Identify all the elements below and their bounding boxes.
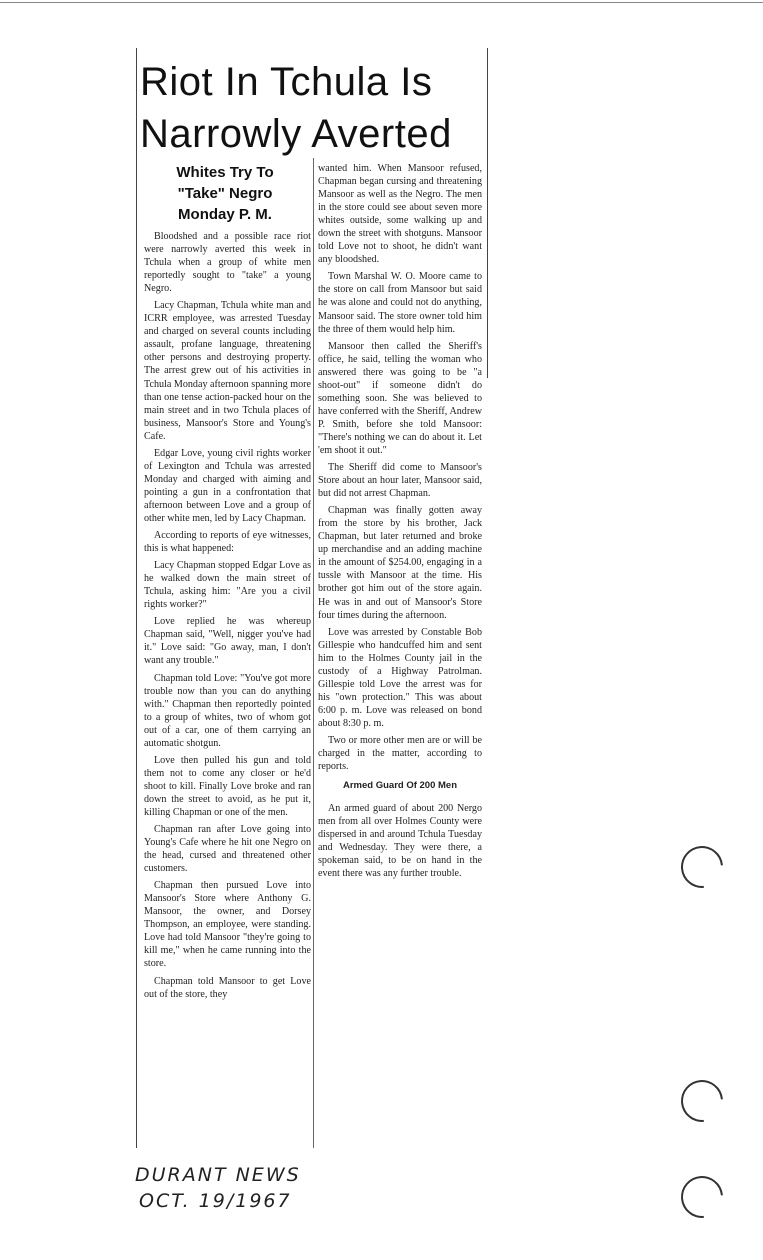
paragraph: Chapman told Mansoor to get Love out of the store, they	[144, 975, 311, 1000]
paragraph: Love was arrested by Constable Bob Gillespie who handcuffed him and sent him to the Holmes County jail in the custody of a Highway Patrolman. Gillespie told Love the arrest was for his "own protection." This was about 6:00 p. m. Love was released on bond about 8:30 p. m.	[318, 626, 482, 729]
paragraph: Chapman told Love: "You've got more trouble now than you can do anything with." Chapman then reportedly pointed to a group of whites, two of whom got out of a car, one of them carrying an automatic shotgun.	[144, 672, 311, 749]
handwritten-source-note	[135, 1162, 335, 1214]
paragraph: Chapman ran after Love going into Young's Cafe where he hit one Negro on the head, cursed and threatened other customers.	[144, 824, 311, 875]
clipping-left-border	[136, 48, 137, 1148]
paragraph: Lacy Chapman, Tchula white man and ICRR employee, was arrested Tuesday and charged on several counts including assault, profane language, threatening other persons and destroying property. The arrest grew out of his activities in Tchula Monday afternoon spanning more than one tense action-packed hour on the main street and in two Tchula places of business, Mansoor's Store and Young's Cafe.	[144, 300, 311, 442]
deck-line-3: Monday P. M.	[178, 206, 272, 223]
paragraph: Love replied he was whereup Chapman said, "Well, nigger you've had it." Love said: "Go away, man, I don't want any trouble."	[144, 616, 311, 667]
paragraph: Edgar Love, young civil rights worker of Lexington and Tchula was arrested Monday and charged with aiming and pointing a gun in a confrontation that afternoon between Love and a group of other white men, led by Lacy Chapman.	[144, 447, 311, 524]
column-rule	[313, 158, 314, 1148]
headline-line-2: Narrowly Averted	[140, 112, 452, 156]
paragraph: Chapman was finally gotten away from the store by his brother, Jack Chapman, but later returned and broke up merchandise and an adding machine in the amount of $254.00, engaging in a tussle with Mansoor at the time. His brother got him out of the store again. He was in and out of Mansoor's Store four times during the afternoon.	[318, 505, 482, 621]
paragraph: Two or more other men are or will be charged in the matter, according to reports.	[318, 734, 482, 773]
headline-line-1: Riot In Tchula Is	[140, 60, 433, 104]
paragraph: Love then pulled his gun and told them not to come any closer or he'd shoot to kill. Finally Love broke and ran down the street to avoid, as he put it, killing Chapman or one of the men.	[144, 754, 311, 818]
paragraph: Bloodshed and a possible race riot were narrowly averted this week in Tchula when a group of white men reportedly sought to "take" a young Negro.	[144, 231, 311, 295]
deck-line-2: "Take" Negro	[177, 185, 273, 202]
binder-hole-mark	[672, 1167, 731, 1226]
binder-hole-mark	[672, 1071, 731, 1130]
scan-top-edge	[0, 2, 763, 3]
paragraph: Lacy Chapman stopped Edgar Love as he walked down the main street of Tchula, asking him: "Are you a civil rights worker?"	[144, 560, 311, 611]
handwritten-publication: DURANT NEWS	[135, 1164, 301, 1186]
paragraph: wanted him. When Mansoor refused, Chapman began cursing and threatening Mansoor as well as the Negro. The men in the store could see about seven more whites outside, some walking up and down the street with shotguns. Mansoor told Love not to shoot, he didn't want any bloodshed.	[318, 163, 482, 266]
paragraph: Chapman then pursued Love into Mansoor's Store where Anthony G. Mansoor, the owner, and Dorsey Thompson, an employee, were standing. Love had told Mansoor "they're going to kill me," when he came running into the store.	[144, 880, 311, 970]
article-headline	[140, 56, 485, 160]
paragraph: The Sheriff did come to Mansoor's Store about an hour later, Mansoor said, but did not arrest Chapman.	[318, 462, 482, 500]
article-column-1	[144, 230, 311, 1005]
paragraph: According to reports of eye witnesses, this is what happened:	[144, 530, 311, 555]
handwritten-date: OCT. 19/1967	[139, 1190, 292, 1212]
binder-hole-mark	[672, 837, 731, 896]
deck-line-1: Whites Try To	[176, 164, 274, 181]
section-subhead: Armed Guard Of 200 Men	[342, 780, 458, 792]
article-column-2	[318, 162, 482, 884]
clipping-right-border	[487, 48, 488, 378]
article-deck	[150, 162, 300, 225]
paragraph: Mansoor then called the Sheriff's office, he said, telling the woman who answered there was going to be "a shoot-out" if someone didn't do something soon. She was believed to have conferred with the Sheriff, Andrew P. Smith, before she told Mansoor: "There's nothing we can do about it. Let 'em shoot it out."	[318, 340, 482, 456]
paragraph: An armed guard of about 200 Nergo men from all over Holmes County were dispersed in and around Tchula Tuesday and Wednesday. They were there, a spokeman said, to be on hand in the event there was any further trouble.	[318, 803, 482, 880]
paragraph: Town Marshal W. O. Moore came to the store on call from Mansoor but said he was alone and could not do anything, Mansoor said. The store owner told him the three of them would help him.	[318, 271, 482, 335]
